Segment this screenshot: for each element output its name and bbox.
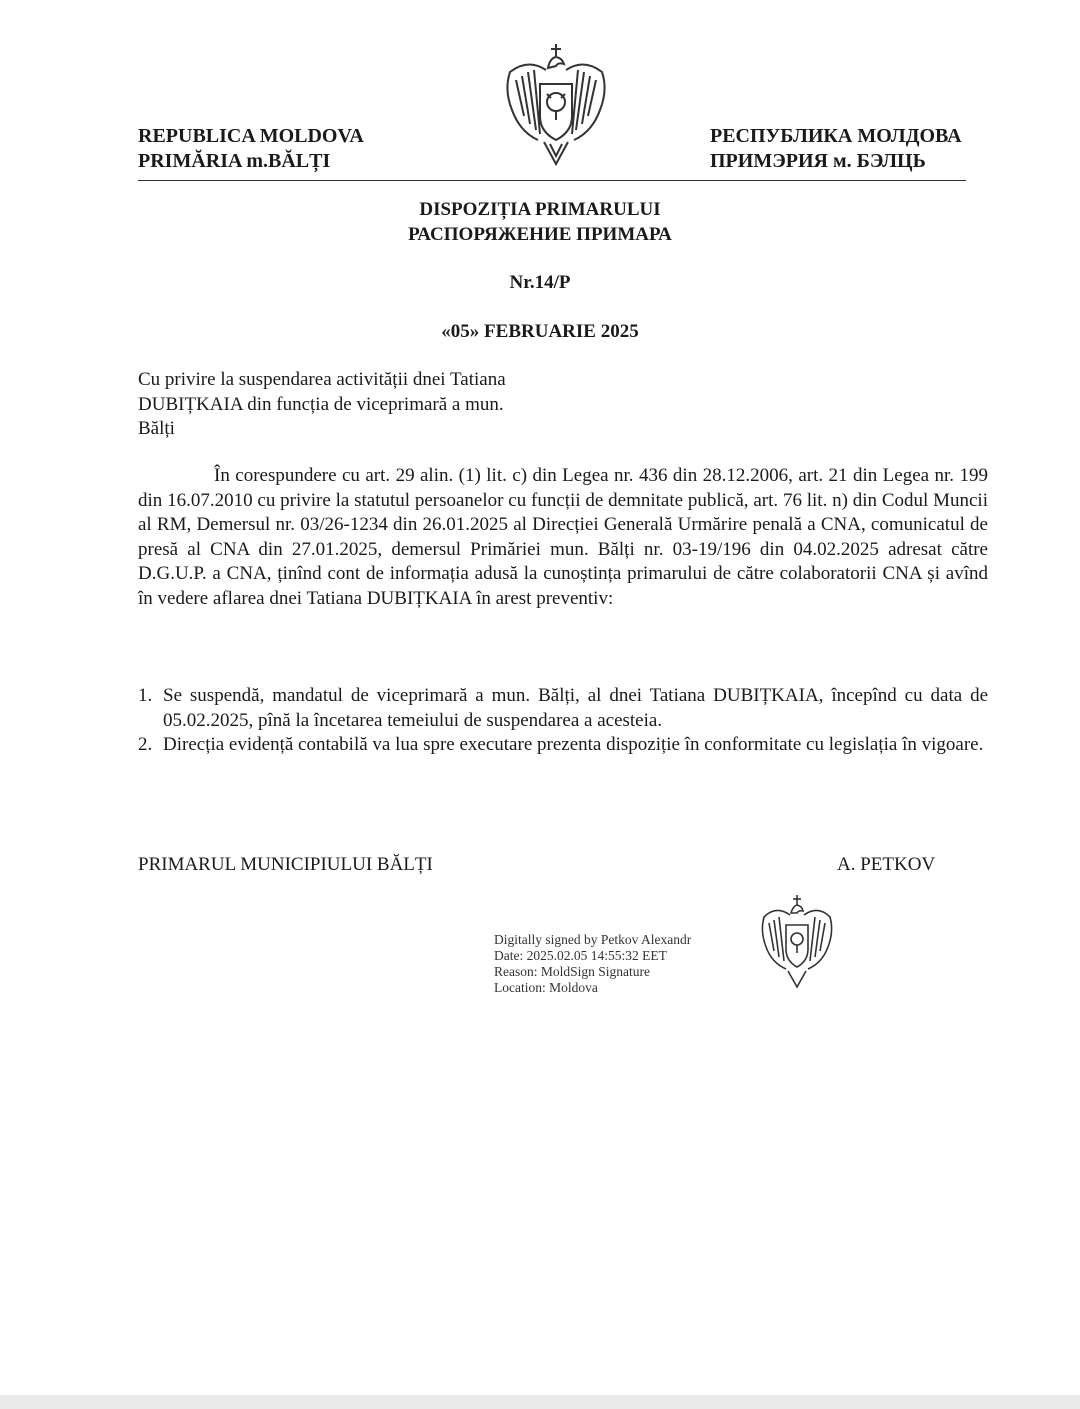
header-right-institution: ПРИМЭРИЯ м. БЭЛЦЬ xyxy=(710,150,926,172)
document-number: Nr.14/P xyxy=(509,272,571,293)
body-paragraph: În corespundere cu art. 29 alin. (1) lit. c) din Legea nr. 436 din 28.12.2006, art. 21 din Legea nr. 199 din 16.07.2010 cu privire la statutul persoanelor cu funcții de demnitate publică, art. 76 lit. n) din Codul Muncii al RM, Demersul nr. 03/26-1234 din 26.01.2025 al Direcției Generală Urmărire penală a CNA, comunicatul de presă al CNA din 27.01.2025, demersul Primăriei mun. Bălți nr. 03-19/196 din 04.02.2025 adresat către D.G.U.P. a CNA, ținînd cont de informația adusă la cunoștința primarului de către colaboratorii CNA și avînd în vedere aflarea dnei Tatiana DUBIȚKAIA în arest preventiv: xyxy=(138,465,988,609)
digital-signature-signer: Digitally signed by Petkov Alexandr xyxy=(494,932,692,947)
signature-emblem-icon xyxy=(756,893,838,991)
document-date: «05» FEBRUARIE 2025 xyxy=(441,321,639,342)
header-right-country: РЕСПУБЛИКА МОЛДОВА xyxy=(710,125,962,147)
digital-signature-reason: Reason: MoldSign Signature xyxy=(494,964,650,979)
header-left-country: REPUBLICA MOLDOVA xyxy=(138,125,364,147)
signatory-title: PRIMARUL MUNICIPIULUI BĂLȚI xyxy=(138,854,433,875)
decision-items-list xyxy=(138,684,988,758)
header-divider xyxy=(138,180,966,181)
list-item xyxy=(138,684,988,733)
coat-of-arms-icon xyxy=(498,40,614,168)
digital-signature-location: Location: Moldova xyxy=(494,980,598,995)
document-subject: Cu privire la suspendarea activității dnei Tatiana DUBIȚKAIA din funcția de viceprimară a mun. Bălți xyxy=(138,369,506,439)
header-left-institution: PRIMĂRIA m.BĂLȚI xyxy=(138,150,331,172)
digital-signature-block xyxy=(494,932,691,996)
item-number: 1. xyxy=(138,685,153,706)
bottom-strip xyxy=(0,1395,1080,1409)
item-text: Direcția evidență contabilă va lua spre executare prezenta dispoziție în conformitate cu legislația în vigoare. xyxy=(163,734,984,755)
document-title-ru: РАСПОРЯЖЕНИЕ ПРИМАРА xyxy=(408,224,672,245)
header-left xyxy=(138,124,364,174)
item-number: 2. xyxy=(138,734,153,755)
header-right xyxy=(710,124,962,174)
digital-signature-date: Date: 2025.02.05 14:55:32 EET xyxy=(494,948,667,963)
list-item xyxy=(138,733,988,758)
signatory-name: A. PETKOV xyxy=(837,854,936,875)
document-title-ro: DISPOZIȚIA PRIMARULUI xyxy=(419,199,661,220)
item-text: Se suspendă, mandatul de viceprimară a mun. Bălți, al dnei Tatiana DUBIȚKAIA, începînd cu data de 05.02.2025, pînă la încetarea temeiului de suspendarea a acesteia. xyxy=(163,685,988,731)
